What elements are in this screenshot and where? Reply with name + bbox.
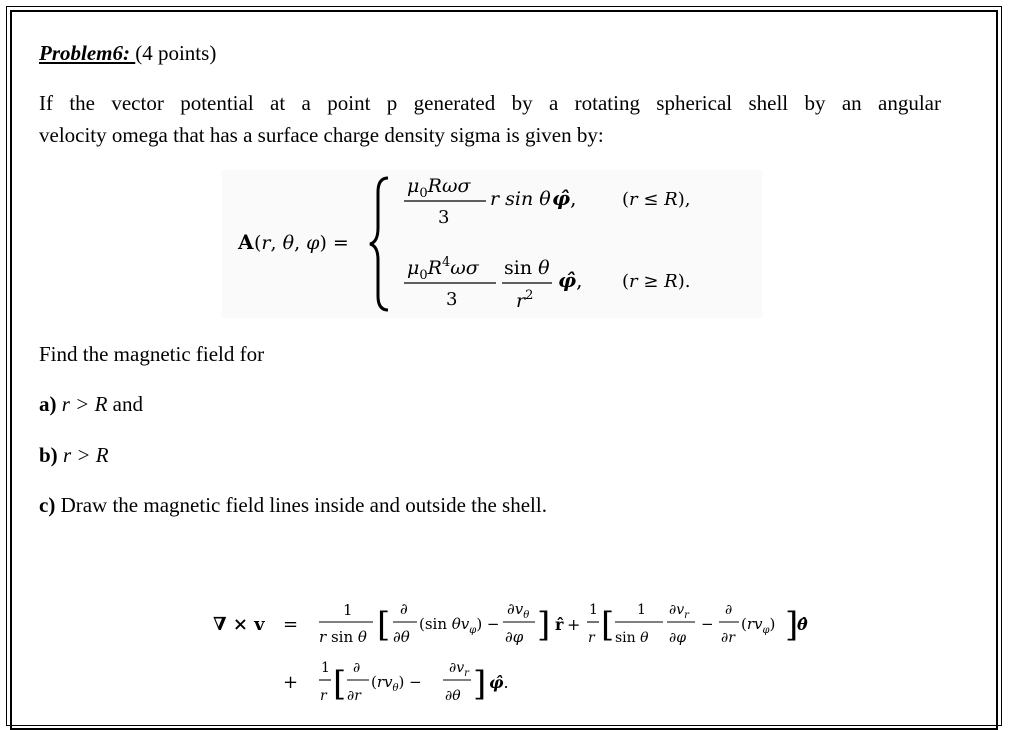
svg-text:r: r	[588, 630, 595, 646]
equation-lhs-args: (r, θ, φ) =	[254, 232, 349, 254]
problem-title	[39, 38, 216, 69]
svg-text:r̂: r̂	[555, 615, 564, 634]
svg-text:r2: $r^2$	[516, 288, 534, 312]
question-b-math: r > R	[62, 443, 109, 467]
curl-equals: =	[283, 614, 299, 635]
svg-text:1: 1	[321, 660, 330, 676]
svg-text:r: r	[320, 688, 327, 704]
svg-text:1: 1	[589, 602, 598, 618]
svg-text:[: [	[377, 605, 391, 645]
problem-points: (4 points)	[135, 41, 217, 65]
svg-text:sin θ: sin θ	[504, 257, 550, 279]
svg-text:μ0R4ωσ: $\mu_0R^4\omega\sigma$	[407, 255, 479, 283]
svg-text:∂φ: ∂φ	[505, 628, 524, 646]
svg-text:∂: ∂	[725, 602, 733, 618]
case1-condition: (r ≤ R),	[622, 189, 691, 210]
case1-expression: r sin θ	[490, 188, 551, 210]
svg-text:[: [	[601, 605, 615, 645]
case1-phi-hat: φ̂,	[552, 186, 577, 210]
svg-text:∂r: ∂r	[721, 630, 735, 646]
svg-text:∂vr: $\partial v_r$	[449, 660, 469, 679]
svg-text:r sin θ: r sin θ	[319, 628, 367, 646]
case2-sin-over-r2	[502, 257, 552, 312]
curl-r-term	[319, 600, 580, 646]
question-c-label: c)	[39, 493, 56, 517]
question-b	[39, 440, 109, 471]
question-a-label: a)	[39, 392, 57, 416]
question-c	[39, 490, 547, 521]
svg-text:∂θ: ∂θ	[393, 628, 410, 646]
svg-text:3: 3	[438, 207, 450, 228]
curl-theta-term	[587, 602, 808, 646]
svg-text:]: ]	[537, 605, 551, 645]
svg-text:∂vθ: $\partial v_\theta$	[507, 600, 530, 621]
svg-text:(rvφ): $(rv_\varphi)$	[741, 615, 776, 636]
question-a-math: r > R	[61, 392, 108, 416]
svg-text:φ̂.: φ̂.	[489, 673, 509, 692]
svg-text:−: −	[701, 615, 714, 633]
vector-potential-equation	[222, 170, 762, 318]
svg-text:∂vr: $\partial v_r$	[669, 602, 689, 621]
curl-phi-term	[283, 660, 509, 704]
svg-text:∂: ∂	[353, 660, 361, 676]
svg-text:∂r: ∂r	[347, 688, 361, 704]
question-a-text: and	[112, 392, 143, 416]
problem-description-line1: If the vector potential at a point p generated by a rotating spherical shell by an angular	[39, 91, 941, 115]
question-c-text: Draw the magnetic field lines inside and outside the shell.	[60, 493, 547, 517]
question-intro: Find the magnetic field for	[39, 342, 265, 366]
svg-text:μ0Rωσ: $\mu_0R\omega\sigma$	[407, 175, 471, 201]
case2-condition: (r ≥ R).	[622, 271, 691, 292]
svg-text:1: 1	[637, 602, 646, 618]
question-b-label: b)	[39, 443, 58, 467]
svg-text:∂φ: ∂φ	[669, 630, 687, 646]
svg-text:(sin θvφ) −: (sin $\theta v_\varphi$) −	[419, 615, 500, 636]
problem-label: Problem6:	[39, 41, 136, 65]
svg-text:3: 3	[446, 289, 458, 310]
curl-formula	[205, 592, 815, 708]
case2-phi-hat: φ̂,	[558, 268, 583, 292]
case1-fraction	[404, 175, 486, 228]
svg-text:sin θ: sin θ	[615, 630, 649, 646]
svg-text:]: ]	[785, 605, 799, 645]
svg-text:+: +	[283, 672, 299, 693]
question-a	[39, 389, 143, 420]
left-brace	[370, 178, 388, 310]
svg-text:1: 1	[343, 601, 353, 619]
svg-text:]: ]	[473, 664, 487, 704]
case2-fraction	[404, 255, 496, 310]
svg-text:[: [	[333, 664, 347, 704]
svg-text:(rvθ) −: $(rv_\theta)$ −	[371, 673, 422, 694]
problem-description-line2: velocity omega that has a surface charge density sigma is given by:	[39, 123, 604, 147]
equation-lhs-A: A	[238, 230, 254, 254]
svg-text:∂: ∂	[400, 600, 408, 618]
curl-lhs: ∇ × v	[213, 614, 265, 635]
svg-text:∂θ: ∂θ	[445, 688, 461, 704]
svg-text:θ̂: θ̂	[797, 615, 808, 634]
svg-text:+: +	[567, 615, 581, 634]
